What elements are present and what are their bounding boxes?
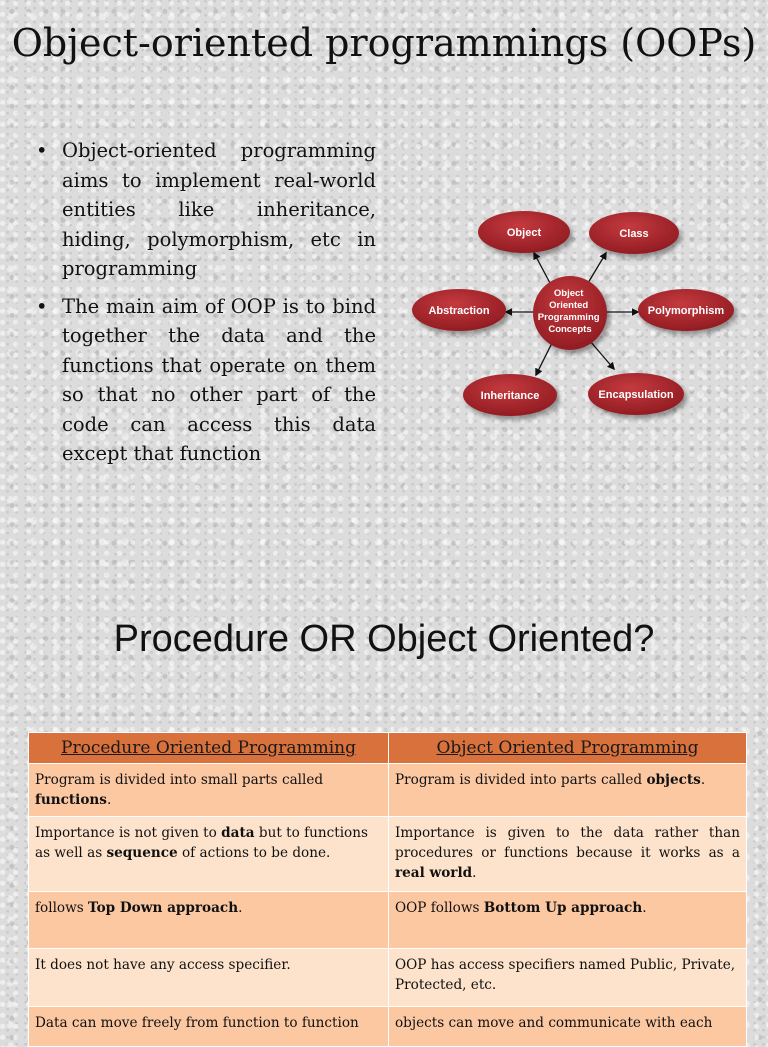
center-node [533, 276, 607, 350]
bullet-text: Object-oriented programming aims to implement real-world entities like inheritance, hiding, polymorphism, etc in programming [62, 139, 376, 280]
slide1-title: Object-oriented programmings (OOPs) [11, 21, 757, 65]
node-inheritance-label: Inheritance [480, 390, 540, 402]
bullet-icon: • [36, 139, 48, 162]
node-class-label: Class [619, 228, 649, 240]
arrow-to-class [588, 253, 606, 283]
cell-object: Importance is given to the data rather than procedures or functions because it works as a real world. [389, 817, 747, 892]
cell-procedure: follows Top Down approach. [29, 892, 389, 949]
cell-procedure: Data can move freely from function to function [29, 1007, 389, 1047]
table-header-row [29, 733, 747, 764]
node-abstraction [412, 289, 506, 331]
node-polymorphism-label: Polymorphism [647, 305, 725, 317]
bullet-item [32, 292, 376, 469]
comparison-table [28, 732, 747, 1047]
bullet-icon: • [36, 294, 48, 318]
center-label-line: Oriented [549, 300, 589, 311]
cell-object: objects can move and communicate with each [389, 1007, 747, 1047]
cell-object: OOP follows Bottom Up approach. [389, 892, 747, 949]
node-object-label: Object [506, 227, 542, 239]
arrow-to-encapsulation [590, 341, 614, 369]
arrow-to-object [534, 253, 550, 283]
table-row [29, 892, 747, 949]
table-row [29, 1007, 747, 1047]
header-object: Object Oriented Programming [389, 733, 747, 764]
table-row [29, 817, 747, 892]
bullet-list [32, 136, 376, 477]
arrow-to-inheritance [536, 343, 552, 375]
bullet-text: The main aim of OOP is to bind together the data and the functions that operate on them so that no other part of the code can access this data except that function [62, 294, 376, 465]
table-row [29, 764, 747, 817]
center-label-line: Object [553, 288, 584, 299]
table-row [29, 949, 747, 1007]
node-encapsulation-label: Encapsulation [598, 389, 674, 401]
cell-procedure: Importance is not given to data but to functions as well as sequence of actions to be done. [29, 817, 389, 892]
cell-procedure: It does not have any access specifier. [29, 949, 389, 1007]
node-polymorphism [638, 289, 734, 331]
node-inheritance [463, 374, 557, 416]
cell-object: Program is divided into parts called objects. [389, 764, 747, 817]
node-abstraction-label: Abstraction [428, 305, 490, 317]
header-procedure: Procedure Oriented Programming [29, 733, 389, 764]
cell-object: OOP has access specifiers named Public, Private, Protected, etc. [389, 949, 747, 1007]
node-encapsulation [588, 373, 684, 415]
center-label-line: Programming [537, 312, 600, 323]
slide2-title: Procedure OR Object Oriented? [113, 618, 655, 660]
bullet-item [32, 136, 376, 284]
oop-concepts-diagram [410, 205, 740, 430]
center-label-line: Concepts [548, 324, 592, 335]
cell-procedure: Program is divided into small parts called functions. [29, 764, 389, 817]
node-class [589, 212, 679, 254]
node-object [478, 211, 570, 253]
